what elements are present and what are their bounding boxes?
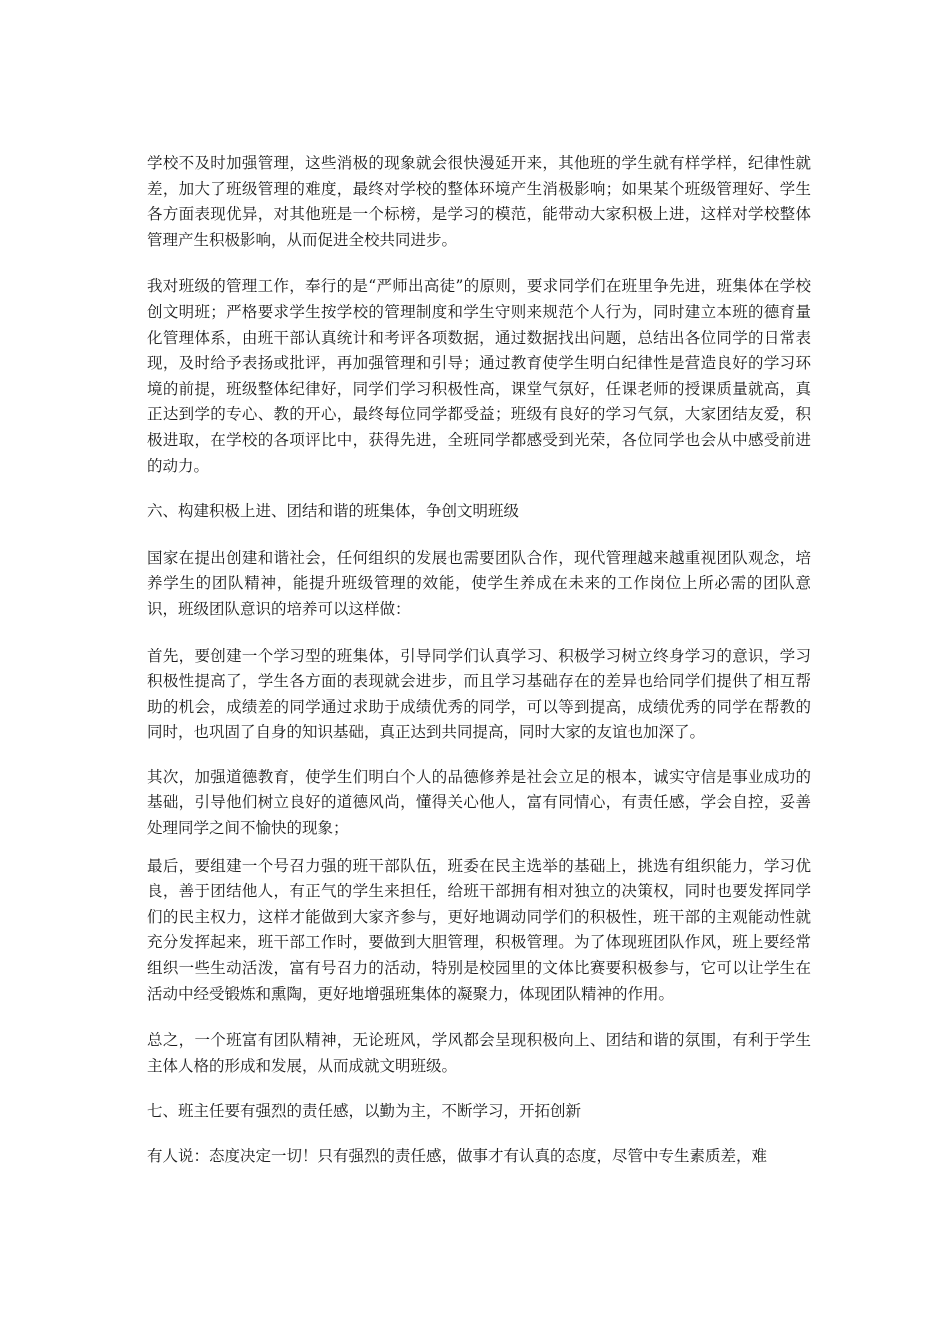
- paragraph-first-learning-class: 首先，要创建一个学习型的班集体，引导同学们认真学习、积极学习树立终身学习的意识，学习积极性提高了，学生各方面的表现就会进步，而且学习基础存在的差异也给同学们提供了相互帮助的机会，成绩差的同学通过求助于成绩优秀的同学，可以等到提高，成绩优秀的同学在帮教的同时，也巩固了自身的知识基础，真正达到共同提高，同时大家的友谊也加深了。: [147, 646, 811, 742]
- paragraph-second-moral-education: 其次，加强道德教育，使学生们明白个人的品德修养是社会立足的根本，诚实守信是事业成功的基础，引导他们树立良好的道德风尚，懂得关心他人，富有同情心，有责任感，学会自控，妥善处理同学之间不愉快的现象；: [147, 767, 811, 838]
- paragraph-class-management-principle: 我对班级的管理工作，奉行的是“严师出高徒”的原则，要求同学们在班里争先进，班集体在学校创文明班；严格要求学生按学校的管理制度和学生守则来规范个人行为，同时建立本班的德育量化管理体系，由班干部认真统计和考评各项数据，通过数据找出问题，总结出各位同学的日常表现，及时给予表扬或批评，再加强管理和引导；通过教育使学生明白纪律性是营造良好的学习环境的前提，班级整体纪律好，同学们学习积极性高，课堂气氛好，任课老师的授课质量就高，真正达到学的专心、教的开心，最终每位同学都受益；班级有良好的学习气氛，大家团结友爱，积极进取，在学校的各项评比中，获得先进，全班同学都感受到光荣，各位同学也会从中感受前进的动力。: [147, 277, 811, 475]
- section-heading-seven: 七、班主任要有强烈的责任感，以勤为主，不断学习，开拓创新: [147, 1102, 582, 1121]
- document-page: [147, 151, 811, 1170]
- paragraph-conclusion: 总之，一个班富有团队精神，无论班风，学风都会呈现积极向上、团结和谐的氛围，有利于学生主体人格的形成和发展，从而成就文明班级。: [147, 1031, 811, 1075]
- paragraph-finally-class-cadres: 最后，要组建一个号召力强的班干部队伍，班委在民主选举的基础上，挑选有组织能力，学习优良，善于团结他人，有正气的学生来担任，给班干部拥有相对独立的决策权，同时也要发挥同学们的民主权力，这样才能做到大家齐参与，更好地调动同学们的积极性，班干部的主观能动性就充分发挥起来，班干部工作时，要做到大胆管理，积极管理。为了体现班团队作风，班上要经常组织一些生动活泼，富有号召力的活动，特别是校园里的文体比赛要积极参与，它可以让学生在活动中经受锻炼和熏陶，更好地增强班集体的凝聚力，体现团队精神的作用。: [147, 856, 811, 1003]
- section-heading-six: 六、构建积极上进、团结和谐的班集体，争创文明班级: [147, 502, 520, 521]
- paragraph-team-spirit: 国家在提出创建和谐社会，任何组织的发展也需要团队合作，现代管理越来越重视团队观念，培养学生的团队精神，能提升班级管理的效能，使学生养成在未来的工作岗位上所必需的团队意识，班级团队意识的培养可以这样做：: [147, 548, 811, 618]
- paragraph-responsibility: 有人说：态度决定一切！只有强烈的责任感，做事才有认真的态度，尽管中专生素质差，难: [147, 1147, 768, 1165]
- paragraph-school-management: 学校不及时加强管理，这些消极的现象就会很快漫延开来，其他班的学生就有样学样，纪律性就差，加大了班级管理的难度，最终对学校的整体环境产生消极影响；如果某个班级管理好、学生各方面表现优异，对其他班是一个标榜，是学习的模范，能带动大家积极上进，这样对学校整体管理产生积极影响，从而促进全校共同进步。: [147, 154, 811, 249]
